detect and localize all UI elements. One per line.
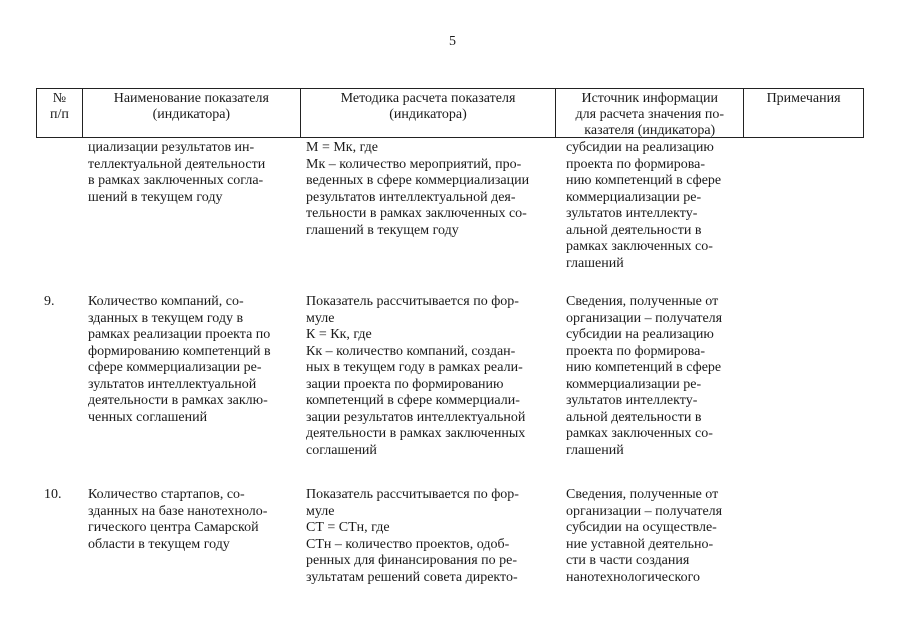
indicators-table: [36, 88, 864, 585]
row-calculation-method: Показатель рассчитывается по фор- муле СТ = СТн, где СТн – количество проектов, одоб- ренных для финансирования по ре- зультатам решений совета директо-: [306, 487, 519, 585]
header-number: № п/п: [37, 89, 83, 137]
row-number: 9.: [44, 294, 55, 309]
row-information-source: Сведения, полученные от организации – получателя субсидии на реализацию проекта по формирова- нию компетенций в сфере коммерциализации ре- зультатов интеллекту- альной деятельности в рамках заключенных со- глашений: [566, 294, 723, 458]
row-calculation-method: Показатель рассчитывается по фор- муле К = Кк, где Кк – количество компаний, создан- ных в текущем году в рамках реали- зации проекта по формированию компетенций в сфере коммерциали- зации результатов интеллектуальной деятельности в рамках заключенных соглашений: [306, 294, 526, 458]
header-calculation-method: Методика расчета показателя (индикатора): [301, 89, 557, 137]
page-number: 5: [449, 34, 456, 49]
row-indicator-name: Количество стартапов, со- зданных на базе нанотехноло- гического центра Самарской области в текущем году: [88, 487, 268, 552]
row-indicator-name: циализации результатов ин- теллектуальной деятельности в рамках заключенных согла- шений в текущем году: [88, 140, 266, 205]
row-information-source: Сведения, полученные от организации – получателя субсидии на осуществле- ние уставной деятельно- сти в части создания нанотехнологического: [566, 487, 723, 585]
header-information-source: Источник информации для расчета значения по- казателя (индикатора): [556, 89, 744, 137]
row-information-source: субсидии на реализацию проекта по формирова- нию компетенций в сфере коммерциализации ре- зультатов интеллекту- альной деятельности в рамках заключенных со- глашений: [566, 140, 722, 271]
row-calculation-method: М = Мк, где Мк – количество мероприятий, про- веденных в сфере коммерциализации результатов интеллектуальной дея- тельности в рамках заключенных со- глашений в текущем году: [306, 140, 530, 238]
header-notes: Примечания: [744, 89, 864, 137]
row-number: 10.: [44, 487, 62, 502]
header-indicator-name: Наименование показателя (индикатора): [83, 89, 301, 137]
table-header-row: [36, 88, 864, 138]
row-indicator-name: Количество компаний, со- зданных в текущем году в рамках реализации проекта по формированию компетенций в сфере коммерциализации ре- зультатов интеллектуальной деятельности в рамках заклю- ченных соглашений: [88, 294, 271, 425]
